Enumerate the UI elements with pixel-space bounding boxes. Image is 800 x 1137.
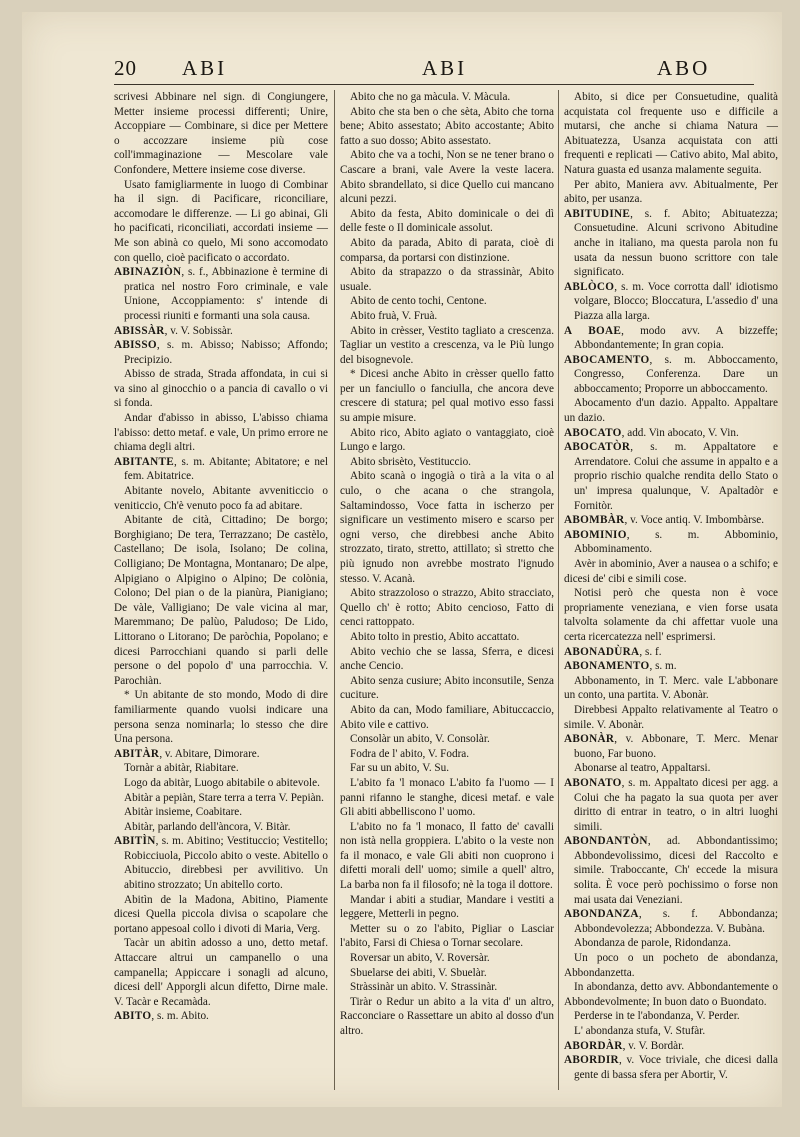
dictionary-page — [22, 12, 782, 1107]
dictionary-entry: Abito de cento tochi, Centone. — [350, 295, 487, 308]
dictionary-entry: Consolàr un abito, V. Consolàr. — [350, 733, 490, 746]
headword: ABORDÀR — [564, 1039, 623, 1052]
headword: ABITÌN — [114, 835, 156, 848]
dictionary-entry: Tiràr o Redur un abito a la vita d' un altro, Racconciare o Rassettare un abito al dosso d'un altro. — [340, 995, 554, 1037]
dictionary-entry: * Dicesi anche Abito in crèsser quello fatto per un fanciullo o fanciulla, che ancora deve crescere di statura; pel qual motivo esso fassi su ampie misure. — [340, 368, 554, 425]
headword: ABOCAMENTO — [564, 353, 650, 366]
dictionary-entry: ABITANTE, s. m. Abitante; Abitatore; e nel fem. Abitatrice. — [114, 455, 328, 483]
dictionary-entry: Metter su o zo l'abito, Pigliar o Lasciar l'abito, Farsi di Chiesa o Tornar secolare. — [340, 922, 554, 950]
headword: ABLÒCO — [564, 280, 615, 293]
dictionary-entry: Abito che sta ben o che sèta, Abito che torna bene; Abito assestato; Abito accostante; Abito fatto a suo dosso; Abito assestato. — [340, 105, 554, 147]
dictionary-entry: ABINAZIÒN, s. f., Abbinazione è termine di pratica nel nostro Foro criminale, e vale Unione, Accoppiamento: s' intende di processi riuniti e formanti una sola causa. — [114, 266, 328, 322]
dictionary-entry: L'abito no fa 'l monaco, Il fatto de' cavalli non istà nella groppiera. L'abito o la veste non fa il monaco, e vale Gli abiti non cuoprono i difetti morali dell' uomo; simile a quell' altro, La barba non fa il filosofo; nè la toga il dottore. — [340, 820, 554, 892]
dictionary-entry: Abito da festa, Abito dominicale o dei dì delle feste o Il dominicale assolut. — [340, 207, 554, 235]
dictionary-entry: Abito da can, Modo familiare, Abituccaccio, Abito vile e cattivo. — [340, 703, 554, 731]
headword: A BOAE — [564, 324, 622, 337]
headword: ABITO — [114, 1010, 152, 1023]
dictionary-entry: Un poco o un pocheto de abondanza, Abbondanzetta. — [564, 952, 778, 979]
dictionary-entry: ABOCATÒR, s. m. Appaltatore e Arrendatore. Colui che assume in appalto e a proprio rischio qualche rendita dello Stato o un' impresa qualunque, V. Apaltadòr e Fornitòr. — [564, 441, 778, 512]
dictionary-entry: Abisso de strada, Strada affondata, in cui si va sino al ginocchio o a pancia di cavallo o vi si fonda. — [114, 368, 328, 410]
headword: ABONATO — [564, 776, 622, 789]
dictionary-entry: ABOCATO, add. Vin abocato, V. Vin. — [564, 426, 739, 439]
dictionary-entry: ABONATO, s. m. Appaltato dicesi per agg. a Colui che ha pagato la sua quota per aver diritto di entrar in teatro, o in altri luoghi simili. — [564, 776, 778, 833]
dictionary-entry: Perderse in te l'abondanza, V. Perder. — [574, 1010, 740, 1023]
dictionary-entry: ABITÌN, s. m. Abitino; Vestituccio; Vestitello; Robicciuola, Piccolo abito o veste. Abitello o Abituccio, direbbesi per avvilitivo. Un abitino strozzato; Un abitello corto. — [114, 835, 328, 892]
page-header — [22, 56, 782, 86]
dictionary-entry: Abito scanà o ingogià o tirà a la vita o al culo, o che acana o che strangola, Saltamindosso, Voce fatta in ischerzo per significare un vestimento misero e scarso per ogni verso, che direbbesi anche Abito strozzato, tirato, stretto, attillato; sì stretto che più ignudo non avrebbe mostrato l'ignudo stesso. V. Acanà. — [340, 470, 554, 585]
headword: ABISSÀR — [114, 324, 165, 337]
dictionary-entry: ABOMBÀR, v. Voce antiq. V. Imbombàrse. — [564, 514, 765, 527]
dictionary-entry: Abbonamento, in T. Merc. vale L'abbonare un conto, una partita. V. Abonàr. — [564, 674, 778, 702]
headword: ABOMBÀR — [564, 514, 625, 527]
dictionary-entry: Logo da abitàr, Luogo abitabile o abitevole. — [124, 776, 320, 789]
column-right — [564, 90, 778, 1095]
headword: ABINAZIÒN — [114, 266, 182, 279]
dictionary-entry: Direbbesi Appalto relativamente al Teatro o simile. V. Abonàr. — [564, 703, 778, 731]
dictionary-entry: A BOAE, modo avv. A bizzeffe; Abbondantemente; In gran copia. — [564, 324, 778, 352]
dictionary-entry: Abito sbrisèto, Vestituccio. — [350, 455, 471, 468]
dictionary-entry: Far su un abito, V. Su. — [350, 762, 450, 775]
headword: ABORDIR — [564, 1054, 619, 1067]
left-running-head: ABI — [182, 56, 228, 80]
dictionary-entry: ABONADÙRA, s. f. — [564, 645, 662, 658]
headword: ABONAMENTO — [564, 660, 650, 673]
dictionary-entry: ABOMINIO, s. m. Abbominio, Abbominamento. — [564, 528, 778, 556]
center-running-head: ABI — [422, 56, 468, 80]
dictionary-entry: ABITÀR, v. Abitare, Dimorare. — [114, 747, 260, 760]
dictionary-entry: Abitàr insieme, Coabitare. — [124, 806, 243, 819]
dictionary-entry: ABISSO, s. m. Abisso; Nabisso; Affondo; Precipizio. — [114, 339, 328, 366]
right-running-head: ABO — [657, 56, 711, 80]
dictionary-entry: Abito fruà, V. Fruà. — [350, 309, 438, 322]
dictionary-entry: Tornàr a abitàr, Riabitare. — [124, 762, 239, 775]
dictionary-entry: Abito, si dice per Consuetudine, qualità acquistata col frequente uso e difficile a mutarsi, che anche si chiama Natura — Abituatezza, Usanza acquistata con atti frequenti e replicati — Cativo abito, Mal abito, Natura guasta ed usanza malamente seguita. — [564, 91, 778, 176]
dictionary-entry: Abito rico, Abito agiato o vantaggiato, cioè Lungo e largo. — [340, 426, 554, 454]
dictionary-entry: Abito da parada, Abito di parata, cioè di comparsa, da portarsi con distinzione. — [340, 236, 554, 264]
page-number: 20 — [114, 56, 137, 80]
column-divider — [334, 90, 335, 1090]
dictionary-entry: ABLÒCO, s. m. Voce corrotta dall' idiotismo volgare, Blocco; Bloccatura, L'assedio d' una Piazza alla larga. — [564, 280, 778, 322]
dictionary-entry: Abito vechio che se lassa, Sferra, e dicesi anche Cencio. — [340, 645, 554, 673]
dictionary-entry: Abito in crèsser, Vestito tagliato a crescenza. Tagliar un vestito a crescenza, va le Più lungo del bisognevole. — [340, 324, 554, 366]
headword: ABITANTE — [114, 455, 175, 468]
column-center — [340, 90, 554, 1095]
headword: ABONDANTÒN — [564, 835, 648, 848]
headword: ABOMINIO — [564, 528, 627, 541]
headword: ABONDANZA — [564, 908, 639, 921]
dictionary-entry: Abonarse al teatro, Appaltarsi. — [574, 762, 711, 775]
dictionary-entry: * Un abitante de sto mondo, Modo di dire familiarmente quando vuolsi indicare una persona senza nominarla; lo stesso che dire Una persona. — [114, 689, 328, 746]
dictionary-entry: ABORDÀR, v. V. Bordàr. — [564, 1039, 684, 1052]
dictionary-entry: Tacàr un abitìn adosso a uno, detto metaf. Attaccare altrui un campanello o una campanella; Appiccare i sonagli ad alcuno, dicesi dell' Apporgli alcun difetto, Dirne male. V. Tacàr e Recamàda. — [114, 937, 328, 1008]
headword: ABITUDINE — [564, 207, 631, 220]
dictionary-entry: Abitàr, parlando dell'àncora, V. Bitàr. — [124, 820, 291, 833]
dictionary-entry: L'abito fa 'l monaco L'abito fa l'uomo — I panni rifanno le stanghe, dicesi metaf. e vale Gli abiti abbelliscono l' uomo. — [340, 776, 554, 819]
column-divider — [558, 90, 559, 1090]
dictionary-entry: Per abito, Maniera avv. Abitualmente, Per abito, per usanza. — [564, 178, 778, 206]
dictionary-entry: ABITUDINE, s. f. Abito; Abituatezza; Consuetudine. Alcuni scrivono Abitudine anche in italiano, ma questa parola non fu usata da nessun buono scrittore con tale significato. — [564, 207, 778, 279]
headword: ABOCATO — [564, 426, 622, 439]
dictionary-entry: Abitìn de la Madona, Abitino, Piamente dicesi Quella piccola divisa o scapolare che portano appesoal collo i divoti di Maria, Verg. — [114, 893, 328, 935]
dictionary-entry: ABORDIR, v. Voce triviale, che dicesi dalla gente di bassa sfera per Abortir, V. — [564, 1054, 778, 1081]
dictionary-entry: Roversar un abito, V. Roversàr. — [350, 952, 490, 965]
dictionary-entry: Abito da strapazzo o da strassinàr, Abito usuale. — [340, 266, 554, 293]
dictionary-entry: ABISSÀR, v. V. Sobissàr. — [114, 324, 233, 337]
dictionary-entry: Sbuelarse dei abiti, V. Sbuelàr. — [350, 966, 487, 979]
dictionary-entry: Notisi però che questa non è voce propriamente veneziana, e vien forse usata talvolta solamente da chi affettar vuole una certa ricercatezza nell' esprimersi. — [564, 587, 778, 643]
dictionary-entry: ABITO, s. m. Abito. — [114, 1010, 209, 1023]
dictionary-entry: Avèr in abominio, Aver a nausea o a schifo; e dicesi de' cibi e simili cose. — [564, 558, 778, 585]
dictionary-entry: Abito senza cusiure; Abito inconsutile, Senza cuciture. — [340, 674, 554, 702]
headword: ABONÀR — [564, 733, 615, 746]
headword: ABISSO — [114, 339, 157, 352]
dictionary-entry: Abito che no ga màcula. V. Màcula. — [350, 91, 511, 103]
dictionary-entry: Abondanza de parole, Ridondanza. — [574, 937, 731, 950]
dictionary-entry: Andar d'abisso in abisso, L'abisso chiama l'abisso: detto metaf. e vale, Un primo errore ne chiama degli altri. — [114, 412, 328, 454]
dictionary-entry: L' abondanza stufa, V. Stufàr. — [574, 1025, 706, 1037]
dictionary-entry: Abitante de cità, Cittadino; De borgo; Borghigiano; De tera, Terrazzano; De castèlo, Castellano; De isola, Isolano; De colina, Colligiano; De Montagna, Montanaro; De alpe, Alpigiano o Alpigino o Alpino; De colònia, Colono; Del pian o de la pianùra, Pianigiano; De vàle, Valligiano; De vale vicina al mar, Maremmano; De palùo, Paludoso; De Lido, Littorano o Litorano; De paròchia, Popolano; e dicesi Parrocchiani quando si parli delle persone o del popolo d' una parrocchia. V. Parochiàn. — [114, 514, 328, 687]
dictionary-entry: Abito strazzoloso o strazzo, Abito stracciato, Quello ch' è rotto; Abito cencioso, Fatto di cenci rattoppato. — [340, 587, 554, 629]
dictionary-entry: ABOCAMENTO, s. m. Abboccamento, Congresso, Conferenza. Dare un abboccamento; Proporre un abboccamento. — [564, 353, 778, 395]
dictionary-entry: Fodra de l' abito, V. Fodra. — [350, 747, 470, 760]
dictionary-entry: ABONDANTÒN, ad. Abbondantissimo; Abbondevolissimo, dicesi del Raccolto e simile. Traboccante, Ch' eccede la misura solita. È voce però pochissimo o forse non mai usata dai Veneziani. — [564, 835, 778, 906]
headword: ABONADÙRA — [564, 645, 640, 658]
dictionary-entry: Abitàr a pepiàn, Stare terra a terra V. Pepiàn. — [124, 791, 324, 804]
headword: ABITÀR — [114, 747, 160, 760]
dictionary-entry: Mandar i abiti a studiar, Mandare i vestiti a leggere, Metterli in pegno. — [340, 893, 554, 921]
dictionary-entry: Abito tolto in prestio, Abito accattato. — [350, 630, 520, 643]
dictionary-entry: ABONAMENTO, s. m. — [564, 660, 677, 673]
dictionary-entry: Abito che va a tochi, Non se ne tener brano o Cascare a brani, vale Avere la veste lacera. Abito sbrandellato, si dice Quello cui mancano alcuni pezzi. — [340, 149, 554, 206]
dictionary-entry: Usato famigliarmente in luogo di Combinar ha il sign. di Pacificare, riconciliare, accomodare le differenze. — Li go abinai, Gli ho pacificati, riconciliati, accordati insieme — Me son abinà co quelo, Mi sono accomodato con quello, cioè pacificato o accordato. — [114, 178, 328, 264]
dictionary-entry: Stràssinàr un abito. V. Strassinàr. — [350, 981, 498, 994]
headword: ABOCATÒR — [564, 441, 631, 454]
header-rule — [114, 84, 754, 85]
dictionary-entry: In abondanza, detto avv. Abbondantemente o Abbondevolmente; In buon dato o Buondato. — [564, 981, 778, 1008]
dictionary-entry: Abocamento d'un dazio. Appalto. Appaltare un dazio. — [564, 397, 778, 425]
dictionary-entry: ABONÀR, v. Abbonare, T. Merc. Menar buono, Far buono. — [564, 733, 778, 760]
dictionary-entry: ABONDANZA, s. f. Abbondanza; Abbondevolezza; Abbondezza. V. Bubàna. — [564, 908, 778, 935]
dictionary-entry: Abitante novelo, Abitante avveniticcio o veniticcio, Ch'è venuto poco fa ad abitare. — [114, 485, 328, 512]
dictionary-entry: scrivesi Abbinare nel sign. di Congiungere, Metter insieme processi differenti; Unire, Accoppiare — Combinare, si dice per Mettere o accozzare insieme più cose coll'immaginazione — Mescolare vale Confondere, Mettere insieme cose diverse. — [114, 91, 328, 176]
column-left — [114, 90, 328, 1095]
